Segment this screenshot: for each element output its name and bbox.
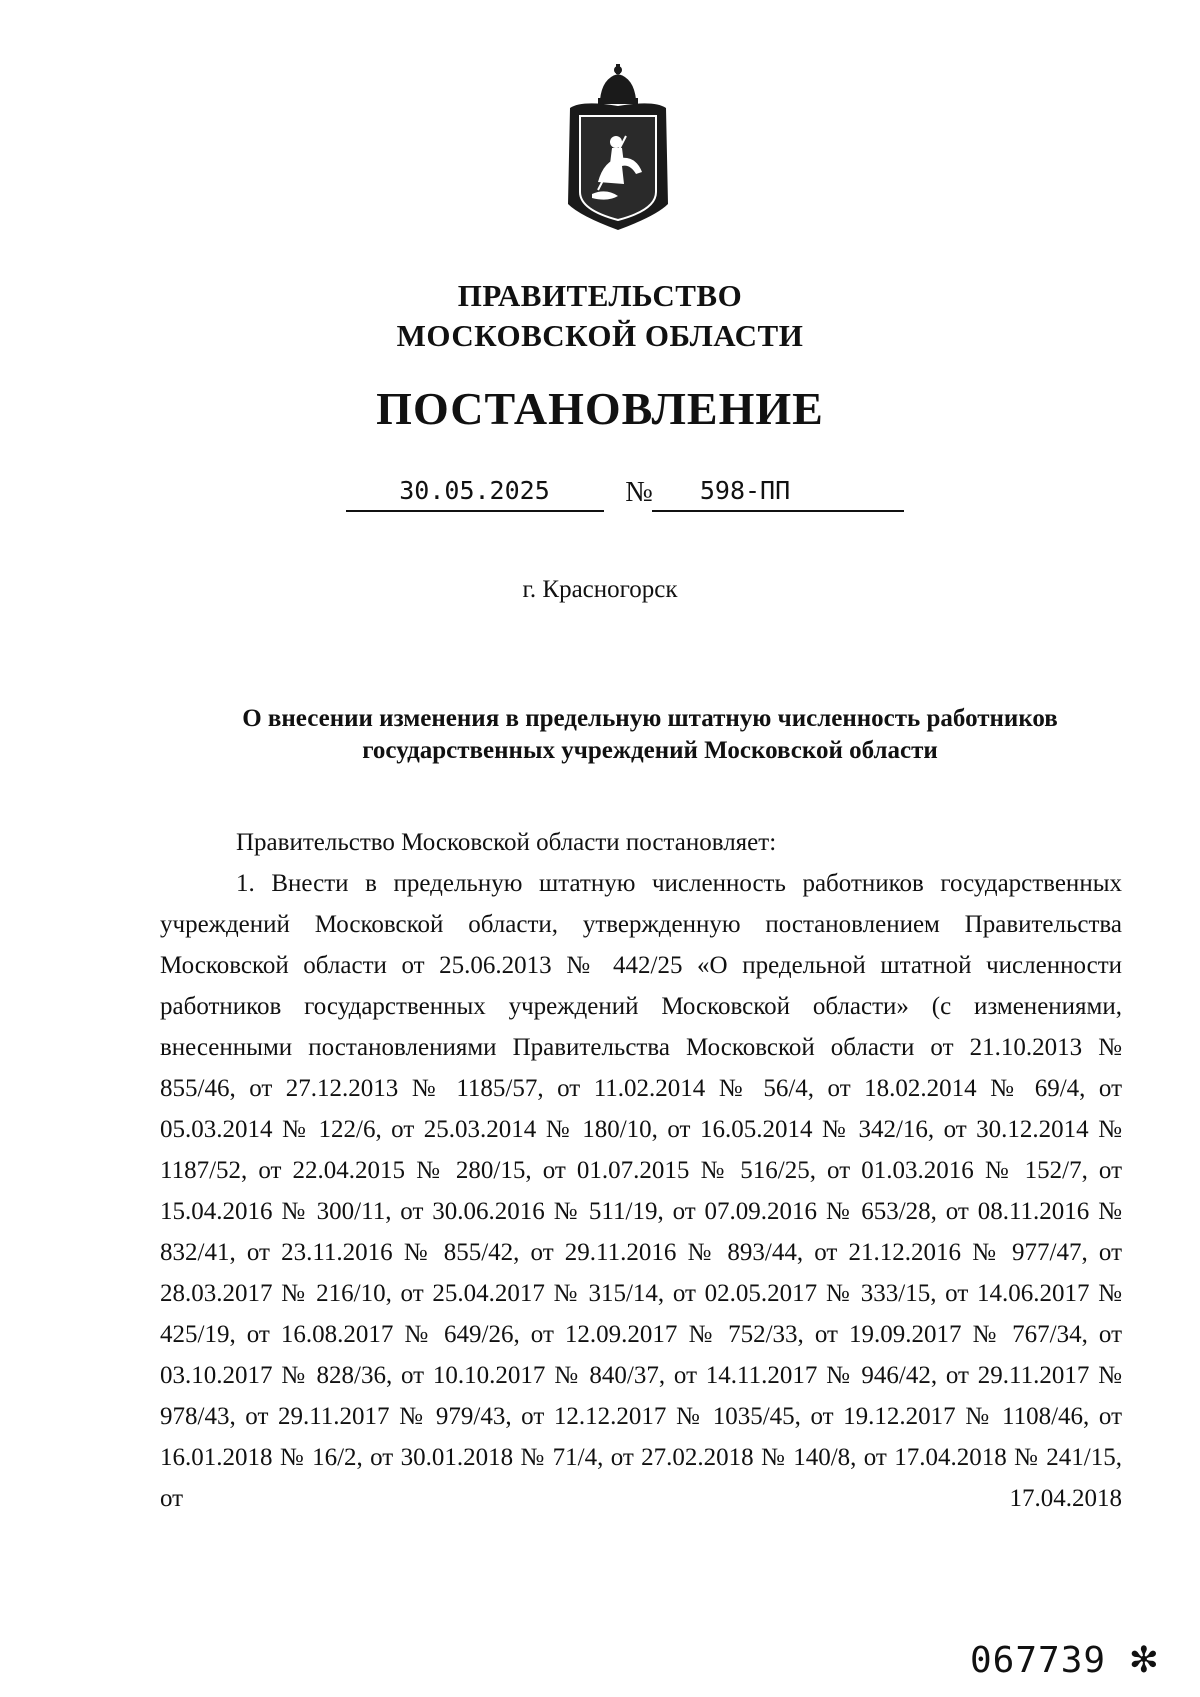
- number-sign: №: [625, 476, 653, 508]
- serial-digits: 067739: [970, 1640, 1107, 1681]
- document-subject: О внесении изменения в предельную штатную численность работников государственных учреждений Московской области: [242, 705, 1058, 764]
- date-underline: [346, 510, 604, 512]
- document-type-title: ПОСТАНОВЛЕНИЕ: [376, 383, 824, 434]
- organization-name-line2: МОСКОВСКОЙ ОБЛАСТИ: [396, 318, 804, 353]
- body-intro: Правительство Московской области постановляет:: [236, 829, 777, 856]
- asterisk-icon: ✻: [1128, 1640, 1160, 1681]
- organization-name-line1: ПРАВИТЕЛЬСТВО: [457, 278, 743, 313]
- city-of-issue: г. Красногорск: [522, 576, 678, 603]
- document-date: 30.05.2025: [399, 476, 550, 505]
- body-paragraph-1: 1. Внести в предельную штатную численность работников государственных учреждений Московской области, утвержденную постановлением Правительства Московской области от 25.06.2013 № 442/25 «О предельной штатной численности работников государственных учреждений Московской области» (с изменениями, внесенными постановлениями Правительства Московской области от 21.10.2013 № 855/46, от 27.12.2013 № 1185/57, от 11.02.2014 № 56/4, от 18.02.2014 № 69/4, от 05.03.2014 № 122/6, от 25.03.2014 № 180/10, от 16.05.2014 № 342/16, от 30.12.2014 № 1187/52, от 22.04.2015 № 280/15, от 01.07.2015 № 516/25, от 01.03.2016 № 152/7, от 15.04.2016 № 300/11, от 30.06.2016 № 511/19, от 07.09.2016 № 653/28, от 08.11.2016 № 832/41, от 23.11.2016 № 855/42, от 29.11.2016 № 893/44, от 21.12.2016 № 977/47, от 28.03.2017 № 216/10, от 25.04.2017 № 315/14, от 02.05.2017 № 333/15, от 14.06.2017 № 425/19, от 16.08.2017 № 649/26, от 12.09.2017 № 752/33, от 19.09.2017 № 767/34, от 03.10.2017 № 828/36, от 10.10.2017 № 840/37, от 14.11.2017 № 946/42, от 29.11.2017 № 978/43, от 29.11.2017 № 979/43, от 12.12.2017 № 1035/45, от 19.12.2017 № 1108/46, от 16.01.2018 № 16/2, от 30.01.2018 № 71/4, от 27.02.2018 № 140/8, от 17.04.2018 № 241/15, от 17.04.2018: [160, 870, 1122, 1512]
- document-number: 598-ПП: [699, 476, 791, 505]
- document-body: [160, 822, 1122, 1519]
- coat-of-arms-icon: [562, 64, 674, 236]
- number-underline: [652, 510, 904, 512]
- registration-line: [346, 472, 906, 518]
- serial-number: [970, 1640, 1170, 1682]
